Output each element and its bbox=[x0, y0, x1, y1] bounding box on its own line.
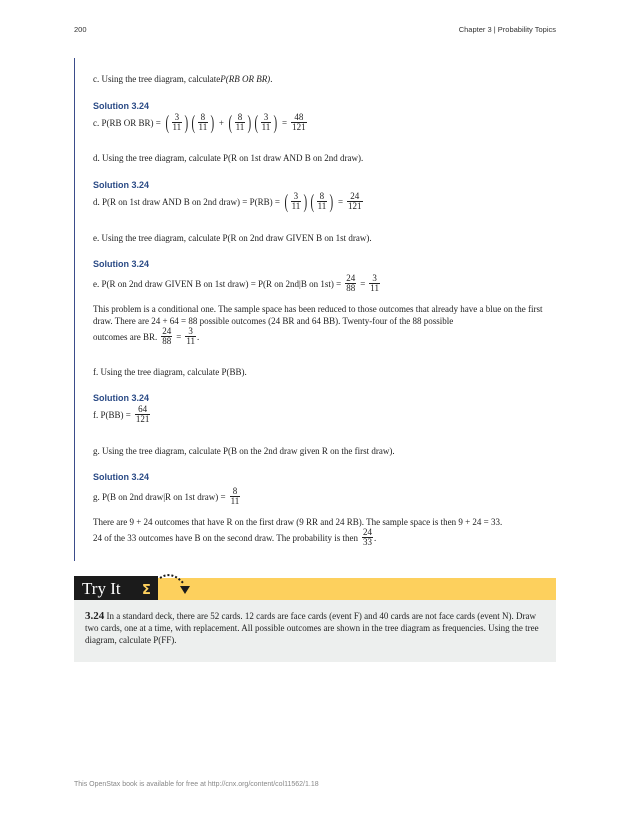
question-c-suffix: . bbox=[270, 74, 273, 84]
solution-heading-d: Solution 3.24 bbox=[93, 180, 150, 190]
question-c-text: c. Using the tree diagram, calculate bbox=[93, 74, 221, 84]
solution-c-lhs: c. P(RB OR BR) = bbox=[93, 117, 161, 128]
question-g: g. Using the tree diagram, calculate P(B on the 2nd draw given R on the first draw). bbox=[93, 446, 395, 456]
solution-g-paragraph: There are 9 + 24 outcomes that have R on the first draw (9 RR and 24 RB). The sample space is then 9 + 24 = 33. bbox=[93, 517, 503, 527]
solution-g-equation: g. P(B on 2nd draw|R on 1st draw) = $\frac{8}{11}$ bbox=[93, 486, 240, 506]
solution-d-equation: d. P(R on 1st draw AND B on 2nd draw) = P(RB) = ( $\frac{3}{11}$ ) ( $\frac{8}{11}$ ) = $\frac{24}{121}$ bbox=[93, 190, 362, 213]
solution-e-equation: e. P(R on 2nd draw GIVEN B on 1st draw) = P(R on 2nd|B on 1st) = $\frac{24}{88}$ = $\frac{3}{11}$ bbox=[93, 273, 379, 293]
try-it-exercise bbox=[85, 610, 547, 646]
solution-g-paragraph-end: 24 of the 33 outcomes have B on the second draw. The probability is then $\frac{24}{33}$ . bbox=[93, 527, 377, 547]
page-footer: This OpenStax book is available for free at http://cnx.org/content/col11562/1.18 bbox=[74, 781, 319, 788]
solution-e-paragraph-end: outcomes are BR. $\frac{24}{88}$ = $\frac{3}{11}$ . bbox=[93, 326, 200, 346]
solution-heading-c: Solution 3.24 bbox=[93, 101, 150, 111]
solution-heading-g: Solution 3.24 bbox=[93, 472, 150, 482]
question-c bbox=[93, 74, 272, 84]
solution-heading-e: Solution 3.24 bbox=[93, 259, 150, 269]
try-it-label: Try It bbox=[74, 576, 158, 602]
try-it-number: 3.24 bbox=[85, 610, 105, 622]
solution-heading-f: Solution 3.24 bbox=[93, 393, 150, 403]
question-f: f. Using the tree diagram, calculate P(BB). bbox=[93, 367, 247, 377]
solution-e-paragraph: This problem is a conditional one. The sample space has been reduced to those outcomes that already have a blue on the first draw. There are 24 + 64 = 88 possible outcomes (24 BR and 64 BB). Twenty-four of the 88 possible bbox=[93, 304, 543, 326]
try-it-arrow-icon bbox=[140, 570, 195, 600]
question-c-expr: P(RB OR BR) bbox=[220, 74, 271, 84]
try-it-text: In a standard deck, there are 52 cards. 12 cards are face cards (event F) and 40 cards are not face cards (event N). Draw two cards, one at a time, with replacement. All possible outcomes are shown in the tree diagram as frequencies. Using the tree diagram, calculate P(FF). bbox=[85, 611, 539, 645]
example-margin-rule bbox=[74, 58, 75, 561]
solution-c-equation: c. P(RB OR BR) = ( $\frac{3}{11}$ ) ( $\frac{8}{11}$ ) + ( $\frac{8}{11}$ ) ( $\frac{3}{11}$ ) = $\frac{48}{121}$ bbox=[93, 111, 306, 134]
question-d: d. Using the tree diagram, calculate P(R on 1st draw AND B on 2nd draw). bbox=[93, 153, 364, 163]
page-number: 200 bbox=[74, 25, 87, 34]
solution-f-equation: f. P(BB) = $\frac{64}{121}$ bbox=[93, 404, 150, 424]
svg-text:Σ: Σ bbox=[142, 583, 151, 598]
chapter-header: Chapter 3 | Probability Topics bbox=[458, 25, 556, 34]
question-e: e. Using the tree diagram, calculate P(R on 2nd draw GIVEN B on 1st draw). bbox=[93, 233, 372, 243]
